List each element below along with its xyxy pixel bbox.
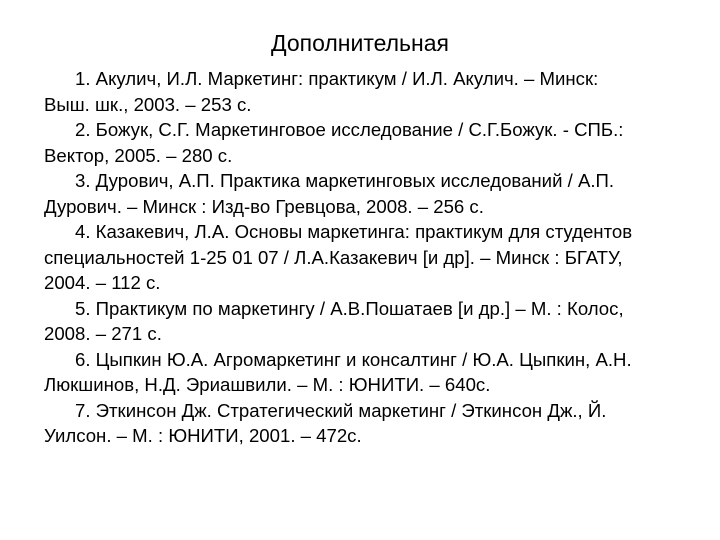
reference-1-line-2: Выш. шк., 2003. – 253 с.: [44, 93, 252, 115]
reference-item-1: [44, 66, 694, 117]
page-title: Дополнительная: [271, 30, 449, 56]
reference-item-4: [44, 219, 694, 296]
reference-7-line-1: 7. Эткинсон Дж. Стратегический маркетинг / Эткинсон Дж., Й.: [75, 399, 607, 421]
reference-item-7: [44, 398, 694, 449]
reference-3-line-1: 3. Дурович, А.П. Практика маркетинговых исследований / А.П.: [75, 170, 615, 191]
reference-item-2: [44, 117, 694, 168]
reference-3-line-2: Дурович. – Минск : Изд-во Гревцова, 2008. – 256 с.: [44, 195, 484, 217]
reference-item-6: [44, 347, 694, 398]
reference-item-3: [44, 168, 694, 219]
reference-1-line-1: 1. Акулич, И.Л. Маркетинг: практикум / И.Л. Акулич. – Минск:: [75, 68, 599, 89]
reference-5-line-1: 5. Практикум по маркетингу / А.В.Пошатаев [и др.] – М. : Колос,: [75, 297, 624, 319]
reference-2-line-2: Вектор, 2005. – 280 с.: [44, 144, 233, 166]
reference-2-line-1: 2. Божук, С.Г. Маркетинговое исследование / С.Г.Божук. - СПБ.:: [75, 119, 624, 140]
reference-6-line-1: 6. Цыпкин Ю.А. Агромаркетинг и консалтинг / Ю.А. Цыпкин, А.Н.: [75, 348, 632, 370]
reference-4-line-2: специальностей 1-25 01 07 / Л.А.Казакевич [и др]. – Минск : БГАТУ,: [44, 246, 623, 268]
reference-6-line-2: Люкшинов, Н.Д. Эриашвили. – М. : ЮНИТИ. – 640с.: [44, 374, 491, 395]
reference-list: [44, 66, 694, 449]
reference-5-line-2: 2008. – 271 с.: [44, 323, 162, 344]
reference-4-line-3: 2004. – 112 с.: [44, 272, 161, 293]
reference-4-line-1: 4. Казакевич, Л.А. Основы маркетинга: практикум для студентов: [75, 221, 633, 242]
reference-7-line-2: Уилсон. – М. : ЮНИТИ, 2001. – 472с.: [44, 425, 362, 446]
reference-item-5: [44, 296, 694, 347]
